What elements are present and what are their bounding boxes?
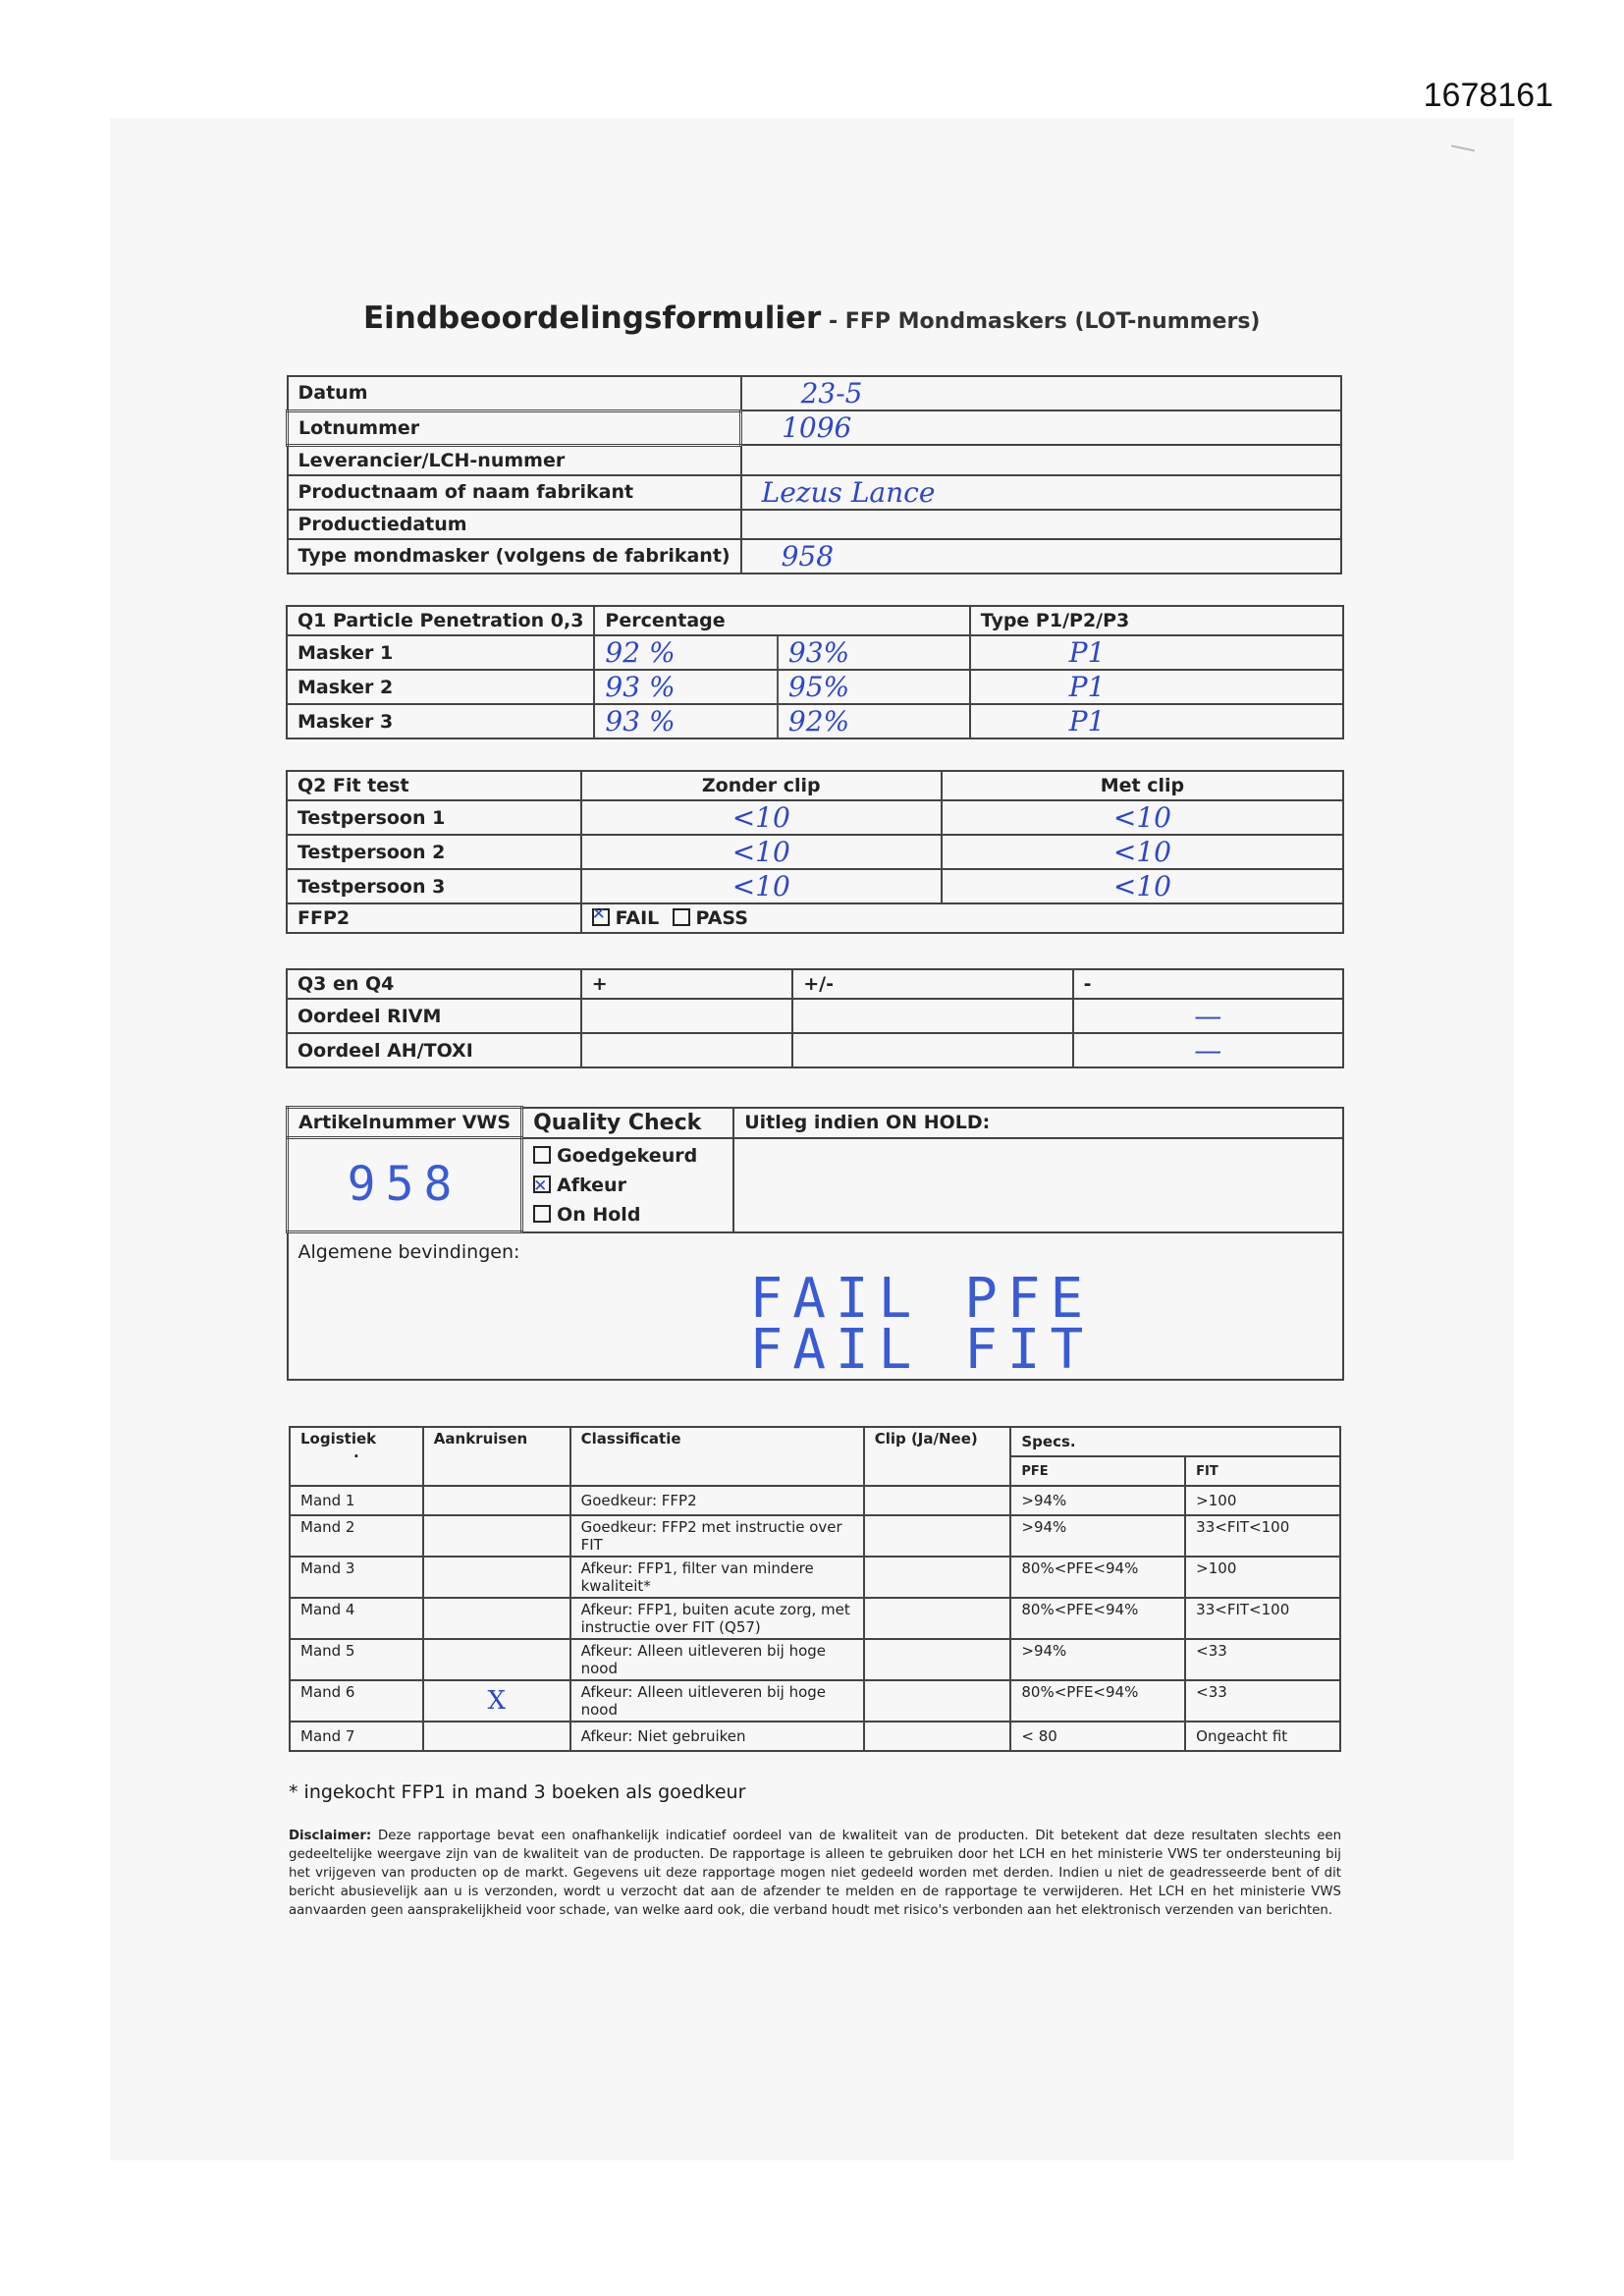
- q3-row-label: Oordeel RIVM: [287, 999, 581, 1033]
- mand-fit: 33<FIT<100: [1185, 1598, 1340, 1639]
- logistiek-col-logistiek: Logistiek ·: [290, 1427, 423, 1486]
- q2-row-label: Testpersoon 2: [287, 835, 581, 869]
- qc-option-on-hold[interactable]: [533, 1200, 723, 1230]
- q2-header: Q2 Fit test: [287, 771, 581, 800]
- q3-min[interactable]: —: [1073, 999, 1343, 1033]
- mand-pfe: >94%: [1010, 1486, 1185, 1515]
- disclaimer-text: Deze rapportage bevat een onafhankelijk indicatief oordeel van de kwaliteit van de producten. Dit betekent dat deze resultaten slechts een gedeeltelijke weergave zijn van de kwaliteit van de producten. De rapportage is alleen te gebruiken door het LCH en het ministerie VWS ter ondersteuning bij het vrijgeven van producten op de markt. Gegevens uit deze rapportage mogen niet gedeeld worden met derden. Indien u niet de geadresseerde bent of dit bericht abusievelijk aan u is verzonden, wordt u verzocht dat aan de afzender te melden en de rapportage te verwijderen. Het LCH en het ministerie VWS aanvaarden geen aansprakelijkheid voor schade, van welke aard ook, die verband houdt met risico's verbonden aan het elektronisch verzenden van berichten.: [289, 1829, 1341, 1918]
- info-table: [286, 375, 1342, 574]
- mand-classificatie: Goedkeur: FFP2: [570, 1486, 864, 1515]
- document-number: 1678161: [1423, 77, 1553, 114]
- q1-type[interactable]: P1: [970, 635, 1343, 670]
- q1-pct-b[interactable]: 92%: [778, 704, 970, 738]
- mand-fit: 33<FIT<100: [1185, 1515, 1340, 1557]
- logistiek-col-aankruisen: Aankruisen: [423, 1427, 570, 1486]
- mand-label: Mand 6: [290, 1680, 423, 1722]
- mand-mark[interactable]: [423, 1557, 570, 1598]
- artikel-label: Artikelnummer VWS: [288, 1108, 522, 1138]
- goedgekeurd-label: Goedgekeurd: [557, 1144, 698, 1167]
- mand-clip[interactable]: [864, 1722, 1011, 1751]
- info-label: Type mondmasker (volgens de fabrikant): [288, 539, 741, 574]
- q1-pct-a[interactable]: 93 %: [594, 670, 778, 704]
- mand-pfe: >94%: [1010, 1515, 1185, 1557]
- mand-clip[interactable]: [864, 1515, 1011, 1557]
- info-row: [288, 475, 1342, 510]
- q2-zonder[interactable]: <10: [581, 869, 942, 903]
- logistiek-header-row: [290, 1427, 1340, 1456]
- pass-checkbox[interactable]: [673, 908, 690, 926]
- logistiek-col-clip: Clip (Ja/Nee): [864, 1427, 1011, 1486]
- logistiek-col-classificatie: Classificatie: [570, 1427, 864, 1486]
- on-hold-checkbox[interactable]: [533, 1205, 551, 1223]
- logistiek-col-fit: FIT: [1185, 1456, 1340, 1486]
- logistiek-row: [290, 1722, 1340, 1751]
- mand-classificatie: Afkeur: FFP1, filter van mindere kwaliteit*: [570, 1557, 864, 1598]
- info-row: [288, 410, 1342, 445]
- goedgekeurd-checkbox[interactable]: [533, 1146, 551, 1164]
- q2-header-row: [287, 771, 1343, 800]
- info-value-productiedatum[interactable]: [741, 510, 1341, 539]
- mand-mark[interactable]: [423, 1639, 570, 1680]
- q1-pct-b[interactable]: 93%: [778, 635, 970, 670]
- q2-met[interactable]: <10: [942, 800, 1343, 835]
- info-value-productnaam[interactable]: Lezus Lance: [741, 475, 1341, 510]
- mand-clip[interactable]: [864, 1680, 1011, 1722]
- disclaimer: [289, 1827, 1341, 1920]
- q2-ffp2-label: FFP2: [287, 903, 581, 933]
- quality-table: [286, 1106, 1344, 1381]
- mand-classificatie: Afkeur: FFP1, buiten acute zorg, met instructie over FIT (Q57): [570, 1598, 864, 1639]
- mand-label: Mand 4: [290, 1598, 423, 1639]
- mand-clip[interactable]: [864, 1639, 1011, 1680]
- form-title-sub: - FFP Mondmaskers (LOT-nummers): [821, 309, 1261, 334]
- q2-row: [287, 800, 1343, 835]
- mand-classificatie: Afkeur: Alleen uitleveren bij hoge nood: [570, 1680, 864, 1722]
- mand-pfe: >94%: [1010, 1639, 1185, 1680]
- mand-fit: >100: [1185, 1557, 1340, 1598]
- q3-header-row: [287, 969, 1343, 999]
- qc-options: [522, 1138, 734, 1232]
- afkeur-checkbox[interactable]: [533, 1175, 551, 1193]
- q3-col-plusmin: +/-: [792, 969, 1072, 999]
- quality-header-row: [288, 1108, 1344, 1138]
- q3-row-label: Oordeel AH/TOXI: [287, 1033, 581, 1067]
- artikel-value[interactable]: 958: [288, 1138, 522, 1232]
- mand-label: Mand 1: [290, 1486, 423, 1515]
- bevindingen-cell[interactable]: [288, 1232, 1344, 1381]
- logistiek-row: [290, 1639, 1340, 1680]
- mand-mark[interactable]: [423, 1486, 570, 1515]
- q3-col-plus: +: [581, 969, 793, 999]
- mand-pfe: 80%<PFE<94%: [1010, 1598, 1185, 1639]
- q2-col-zonder: Zonder clip: [581, 771, 942, 800]
- mand-fit: <33: [1185, 1680, 1340, 1722]
- mand-label: Mand 7: [290, 1722, 423, 1751]
- q3-min[interactable]: —: [1073, 1033, 1343, 1067]
- uitleg-value[interactable]: [733, 1138, 1343, 1232]
- q2-zonder[interactable]: <10: [581, 800, 942, 835]
- info-label: Lotnummer: [288, 410, 741, 445]
- q1-row: [287, 704, 1343, 738]
- q3-plusmin[interactable]: [792, 1033, 1072, 1067]
- q1-pct-a[interactable]: 93 %: [594, 704, 778, 738]
- mand-clip[interactable]: [864, 1598, 1011, 1639]
- q3-plus[interactable]: [581, 999, 793, 1033]
- q3-row: [287, 999, 1343, 1033]
- uitleg-label: Uitleg indien ON HOLD:: [733, 1108, 1343, 1138]
- mand-classificatie: Goedkeur: FFP2 met instructie over FIT: [570, 1515, 864, 1557]
- info-label: Datum: [288, 376, 741, 410]
- q1-header: Q1 Particle Penetration 0,3: [287, 606, 594, 635]
- form-title-main: Eindbeoordelingsformulier: [363, 301, 822, 336]
- fail-checkbox[interactable]: [592, 908, 610, 926]
- q3-col-min: -: [1073, 969, 1343, 999]
- q2-met[interactable]: <10: [942, 869, 1343, 903]
- mand-pfe: 80%<PFE<94%: [1010, 1557, 1185, 1598]
- qc-option-afkeur[interactable]: [533, 1171, 723, 1200]
- logistiek-col-pfe: PFE: [1010, 1456, 1185, 1486]
- mand-mark[interactable]: [423, 1598, 570, 1639]
- mand-mark[interactable]: [423, 1515, 570, 1557]
- logistiek-table: [289, 1426, 1341, 1752]
- q1-pct-a[interactable]: 92 %: [594, 635, 778, 670]
- logistiek-row: [290, 1515, 1340, 1557]
- q2-ffp2-result: [581, 903, 1343, 933]
- mand-fit: Ongeacht fit: [1185, 1722, 1340, 1751]
- q3-table: [286, 968, 1344, 1068]
- logistiek-col-specs: Specs.: [1010, 1427, 1340, 1456]
- q1-table: [286, 605, 1344, 739]
- on-hold-label: On Hold: [557, 1203, 641, 1226]
- info-label: Productiedatum: [288, 510, 741, 539]
- q3-plusmin[interactable]: [792, 999, 1072, 1033]
- info-row: [288, 510, 1342, 539]
- mand-classificatie: Afkeur: Alleen uitleveren bij hoge nood: [570, 1639, 864, 1680]
- mand-mark[interactable]: [423, 1722, 570, 1751]
- quality-body-row: [288, 1138, 1344, 1232]
- qc-label: Quality Check: [522, 1108, 734, 1138]
- q2-row-label: Testpersoon 1: [287, 800, 581, 835]
- fail-label: FAIL: [615, 907, 660, 929]
- q1-type[interactable]: P1: [970, 704, 1343, 738]
- mand-mark[interactable]: X: [423, 1680, 570, 1722]
- info-row: [288, 376, 1342, 410]
- info-value-lotnummer[interactable]: 1096: [741, 410, 1341, 445]
- q1-col-type: Type P1/P2/P3: [970, 606, 1343, 635]
- info-label: Productnaam of naam fabrikant: [288, 475, 741, 510]
- q2-met[interactable]: <10: [942, 835, 1343, 869]
- q2-row-label: Testpersoon 3: [287, 869, 581, 903]
- mand-fit: <33: [1185, 1639, 1340, 1680]
- q1-pct-b[interactable]: 95%: [778, 670, 970, 704]
- q1-row-label: Masker 3: [287, 704, 594, 738]
- q1-header-row: [287, 606, 1343, 635]
- mand-pfe: 80%<PFE<94%: [1010, 1680, 1185, 1722]
- mand-label: Mand 2: [290, 1515, 423, 1557]
- info-label: Leverancier/LCH-nummer: [288, 445, 741, 475]
- bevindingen-line-1: FAIL PFE: [749, 1267, 1094, 1331]
- q2-col-met: Met clip: [942, 771, 1343, 800]
- q1-col-percentage: Percentage: [594, 606, 969, 635]
- q2-zonder[interactable]: <10: [581, 835, 942, 869]
- q1-row-label: Masker 2: [287, 670, 594, 704]
- logistiek-row: [290, 1680, 1340, 1722]
- q2-row: [287, 835, 1343, 869]
- logistiek-row: [290, 1557, 1340, 1598]
- bevindingen-label: Algemene bevindingen:: [298, 1241, 520, 1263]
- info-value-datum[interactable]: 23-5: [741, 376, 1341, 410]
- logistiek-row: [290, 1598, 1340, 1639]
- info-value-type[interactable]: 958: [741, 539, 1341, 574]
- q3-row: [287, 1033, 1343, 1067]
- info-row: [288, 539, 1342, 574]
- mand-fit: >100: [1185, 1486, 1340, 1515]
- q3-header: Q3 en Q4: [287, 969, 581, 999]
- q2-row: [287, 869, 1343, 903]
- mand-pfe: < 80: [1010, 1722, 1185, 1751]
- q1-row: [287, 635, 1343, 670]
- bevindingen-row: [288, 1232, 1344, 1381]
- mand-clip[interactable]: [864, 1486, 1011, 1515]
- q3-plus[interactable]: [581, 1033, 793, 1067]
- qc-option-goedgekeurd[interactable]: [533, 1141, 723, 1171]
- mand-classificatie: Afkeur: Niet gebruiken: [570, 1722, 864, 1751]
- pass-label: PASS: [695, 907, 748, 929]
- q1-row-label: Masker 1: [287, 635, 594, 670]
- bevindingen-line-2: FAIL FIT: [749, 1318, 1094, 1382]
- logistiek-row: [290, 1486, 1340, 1515]
- mand-label: Mand 3: [290, 1557, 423, 1598]
- q2-table: [286, 770, 1344, 934]
- mand-clip[interactable]: [864, 1557, 1011, 1598]
- mand-label: Mand 5: [290, 1639, 423, 1680]
- info-value-leverancier[interactable]: [741, 445, 1341, 475]
- q1-type[interactable]: P1: [970, 670, 1343, 704]
- disclaimer-label: Disclaimer:: [289, 1829, 372, 1843]
- footnote: * ingekocht FFP1 in mand 3 boeken als goedkeur: [289, 1781, 746, 1803]
- afkeur-label: Afkeur: [557, 1174, 626, 1196]
- q1-row: [287, 670, 1343, 704]
- q2-ffp2-row: [287, 903, 1343, 933]
- form-title: [363, 301, 1260, 336]
- info-row: [288, 445, 1342, 475]
